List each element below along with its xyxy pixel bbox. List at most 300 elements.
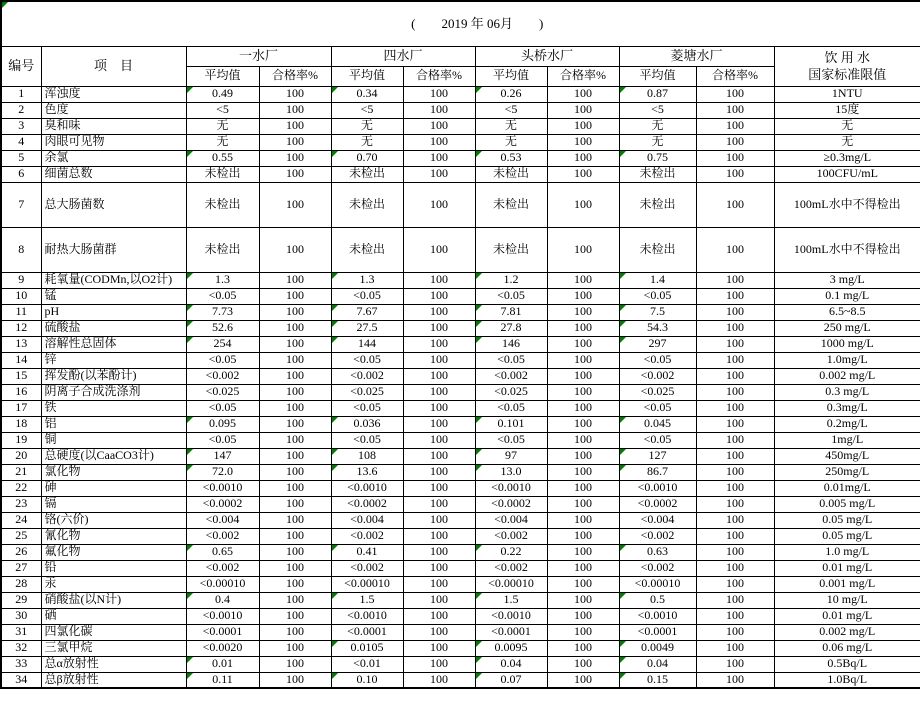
standard-limit[interactable]: 6.5~8.5 — [774, 304, 920, 320]
row-number[interactable]: 4 — [1, 134, 41, 150]
avg-value[interactable]: <0.004 — [619, 512, 696, 528]
pass-rate[interactable]: 100 — [547, 182, 619, 227]
pass-rate[interactable]: 100 — [696, 672, 774, 688]
avg-value[interactable]: 1.5 — [475, 592, 547, 608]
pass-rate[interactable]: 100 — [696, 640, 774, 656]
pass-rate[interactable]: 100 — [547, 384, 619, 400]
avg-value[interactable]: <0.00010 — [619, 576, 696, 592]
avg-value[interactable]: 0.34 — [331, 86, 403, 102]
pass-rate[interactable]: 100 — [547, 416, 619, 432]
avg-value[interactable]: <5 — [475, 102, 547, 118]
pass-rate[interactable]: 100 — [403, 640, 475, 656]
avg-value[interactable]: 0.63 — [619, 544, 696, 560]
pass-rate[interactable]: 100 — [259, 544, 331, 560]
pass-rate[interactable]: 100 — [403, 150, 475, 166]
avg-value[interactable]: <0.002 — [475, 528, 547, 544]
avg-value[interactable]: <0.002 — [331, 528, 403, 544]
pass-rate[interactable]: 100 — [403, 368, 475, 384]
pass-rate[interactable]: 100 — [403, 480, 475, 496]
pass-rate[interactable]: 100 — [547, 150, 619, 166]
standard-limit[interactable]: 0.2mg/L — [774, 416, 920, 432]
avg-value[interactable]: <0.002 — [186, 560, 259, 576]
pass-rate[interactable]: 100 — [259, 576, 331, 592]
avg-value[interactable]: <0.0020 — [186, 640, 259, 656]
item-name[interactable]: 汞 — [41, 576, 186, 592]
pass-rate[interactable]: 100 — [403, 624, 475, 640]
pass-rate[interactable]: 100 — [547, 304, 619, 320]
row-number[interactable]: 31 — [1, 624, 41, 640]
avg-value[interactable]: <0.002 — [186, 368, 259, 384]
pass-rate[interactable]: 100 — [403, 416, 475, 432]
pass-rate[interactable]: 100 — [696, 560, 774, 576]
avg-value[interactable]: <0.0002 — [619, 496, 696, 512]
row-number[interactable]: 13 — [1, 336, 41, 352]
pass-rate[interactable]: 100 — [696, 384, 774, 400]
pass-rate[interactable]: 100 — [403, 544, 475, 560]
standard-limit[interactable]: 1000 mg/L — [774, 336, 920, 352]
item-name[interactable]: 铜 — [41, 432, 186, 448]
avg-value[interactable]: <0.05 — [186, 352, 259, 368]
row-number[interactable]: 5 — [1, 150, 41, 166]
avg-value[interactable]: 0.75 — [619, 150, 696, 166]
standard-limit[interactable]: 0.01 mg/L — [774, 608, 920, 624]
pass-rate[interactable]: 100 — [259, 166, 331, 182]
pass-rate[interactable]: 100 — [403, 384, 475, 400]
item-name[interactable]: 总β放射性 — [41, 672, 186, 688]
subheader-avg-plant-1[interactable]: 平均值 — [186, 66, 259, 86]
pass-rate[interactable]: 100 — [403, 320, 475, 336]
pass-rate[interactable]: 100 — [696, 272, 774, 288]
avg-value[interactable]: <0.002 — [186, 528, 259, 544]
pass-rate[interactable]: 100 — [696, 336, 774, 352]
pass-rate[interactable]: 100 — [547, 102, 619, 118]
pass-rate[interactable]: 100 — [403, 336, 475, 352]
avg-value[interactable]: 146 — [475, 336, 547, 352]
avg-value[interactable]: 1.4 — [619, 272, 696, 288]
avg-value[interactable]: <0.01 — [331, 656, 403, 672]
column-header-item[interactable]: 项 目 — [41, 46, 186, 86]
pass-rate[interactable]: 100 — [403, 86, 475, 102]
avg-value[interactable]: 无 — [331, 118, 403, 134]
avg-value[interactable]: 0.04 — [619, 656, 696, 672]
row-number[interactable]: 16 — [1, 384, 41, 400]
pass-rate[interactable]: 100 — [547, 336, 619, 352]
pass-rate[interactable]: 100 — [696, 182, 774, 227]
avg-value[interactable]: <0.0010 — [186, 608, 259, 624]
pass-rate[interactable]: 100 — [259, 624, 331, 640]
avg-value[interactable]: <0.05 — [186, 400, 259, 416]
avg-value[interactable]: 13.0 — [475, 464, 547, 480]
pass-rate[interactable]: 100 — [259, 384, 331, 400]
row-number[interactable]: 3 — [1, 118, 41, 134]
avg-value[interactable]: <0.00010 — [331, 576, 403, 592]
pass-rate[interactable]: 100 — [403, 592, 475, 608]
avg-value[interactable]: <5 — [619, 102, 696, 118]
pass-rate[interactable]: 100 — [696, 352, 774, 368]
pass-rate[interactable]: 100 — [547, 496, 619, 512]
pass-rate[interactable]: 100 — [259, 272, 331, 288]
avg-value[interactable]: <5 — [331, 102, 403, 118]
report-title-cell[interactable] — [1, 1, 920, 46]
avg-value[interactable]: <0.05 — [619, 352, 696, 368]
pass-rate[interactable]: 100 — [259, 150, 331, 166]
pass-rate[interactable]: 100 — [547, 544, 619, 560]
pass-rate[interactable]: 100 — [696, 592, 774, 608]
standard-limit[interactable]: 0.002 mg/L — [774, 368, 920, 384]
avg-value[interactable]: 0.01 — [186, 656, 259, 672]
row-number[interactable]: 30 — [1, 608, 41, 624]
row-number[interactable]: 12 — [1, 320, 41, 336]
pass-rate[interactable]: 100 — [403, 496, 475, 512]
avg-value[interactable]: <0.002 — [331, 368, 403, 384]
avg-value[interactable]: 无 — [475, 134, 547, 150]
item-name[interactable]: 镉 — [41, 496, 186, 512]
avg-value[interactable]: 0.0049 — [619, 640, 696, 656]
avg-value[interactable]: 未检出 — [186, 166, 259, 182]
avg-value[interactable]: 0.22 — [475, 544, 547, 560]
pass-rate[interactable]: 100 — [259, 592, 331, 608]
row-number[interactable]: 15 — [1, 368, 41, 384]
avg-value[interactable]: <0.002 — [619, 368, 696, 384]
pass-rate[interactable]: 100 — [259, 432, 331, 448]
pass-rate[interactable]: 100 — [259, 400, 331, 416]
avg-value[interactable]: 0.0105 — [331, 640, 403, 656]
pass-rate[interactable]: 100 — [259, 368, 331, 384]
pass-rate[interactable]: 100 — [696, 368, 774, 384]
avg-value[interactable]: <0.0010 — [475, 480, 547, 496]
pass-rate[interactable]: 100 — [696, 624, 774, 640]
avg-value[interactable]: 无 — [186, 118, 259, 134]
item-name[interactable]: 锰 — [41, 288, 186, 304]
pass-rate[interactable]: 100 — [547, 576, 619, 592]
pass-rate[interactable]: 100 — [696, 576, 774, 592]
subheader-rate-plant-4[interactable]: 合格率% — [696, 66, 774, 86]
row-number[interactable]: 22 — [1, 480, 41, 496]
pass-rate[interactable]: 100 — [259, 288, 331, 304]
standard-limit[interactable]: 100CFU/mL — [774, 166, 920, 182]
row-number[interactable]: 25 — [1, 528, 41, 544]
item-name[interactable]: pH — [41, 304, 186, 320]
pass-rate[interactable]: 100 — [547, 288, 619, 304]
subheader-avg-plant-3[interactable]: 平均值 — [475, 66, 547, 86]
subheader-rate-plant-1[interactable]: 合格率% — [259, 66, 331, 86]
avg-value[interactable]: 未检出 — [475, 227, 547, 272]
avg-value[interactable]: 254 — [186, 336, 259, 352]
avg-value[interactable]: <0.0010 — [619, 608, 696, 624]
avg-value[interactable]: 未检出 — [619, 227, 696, 272]
pass-rate[interactable]: 100 — [403, 352, 475, 368]
avg-value[interactable]: <0.004 — [331, 512, 403, 528]
avg-value[interactable]: 未检出 — [331, 227, 403, 272]
item-name[interactable]: 铬(六价) — [41, 512, 186, 528]
pass-rate[interactable]: 100 — [547, 134, 619, 150]
avg-value[interactable]: 0.04 — [475, 656, 547, 672]
row-number[interactable]: 2 — [1, 102, 41, 118]
avg-value[interactable]: <0.025 — [331, 384, 403, 400]
item-name[interactable]: 浑浊度 — [41, 86, 186, 102]
standard-limit[interactable]: 10 mg/L — [774, 592, 920, 608]
pass-rate[interactable]: 100 — [696, 166, 774, 182]
avg-value[interactable]: <0.025 — [186, 384, 259, 400]
avg-value[interactable]: 0.26 — [475, 86, 547, 102]
avg-value[interactable]: 0.87 — [619, 86, 696, 102]
row-number[interactable]: 18 — [1, 416, 41, 432]
standard-limit[interactable]: 15度 — [774, 102, 920, 118]
avg-value[interactable]: 297 — [619, 336, 696, 352]
avg-value[interactable]: <0.0001 — [475, 624, 547, 640]
pass-rate[interactable]: 100 — [259, 118, 331, 134]
avg-value[interactable]: 97 — [475, 448, 547, 464]
standard-limit[interactable]: 0.001 mg/L — [774, 576, 920, 592]
subheader-avg-plant-2[interactable]: 平均值 — [331, 66, 403, 86]
item-name[interactable]: 总硬度(以CaaCO3计) — [41, 448, 186, 464]
item-name[interactable]: 余氯 — [41, 150, 186, 166]
standard-limit[interactable]: 0.01 mg/L — [774, 560, 920, 576]
pass-rate[interactable]: 100 — [403, 656, 475, 672]
standard-limit[interactable]: 无 — [774, 134, 920, 150]
pass-rate[interactable]: 100 — [259, 134, 331, 150]
row-number[interactable]: 28 — [1, 576, 41, 592]
avg-value[interactable]: <0.0010 — [475, 608, 547, 624]
pass-rate[interactable]: 100 — [547, 608, 619, 624]
item-name[interactable]: 硫酸盐 — [41, 320, 186, 336]
pass-rate[interactable]: 100 — [259, 608, 331, 624]
avg-value[interactable]: <0.05 — [186, 288, 259, 304]
avg-value[interactable]: 0.4 — [186, 592, 259, 608]
column-header-number[interactable]: 编号 — [1, 46, 41, 86]
avg-value[interactable]: 0.045 — [619, 416, 696, 432]
pass-rate[interactable]: 100 — [259, 102, 331, 118]
pass-rate[interactable]: 100 — [696, 118, 774, 134]
standard-limit[interactable]: 0.002 mg/L — [774, 624, 920, 640]
avg-value[interactable]: 0.49 — [186, 86, 259, 102]
standard-limit[interactable]: ≥0.3mg/L — [774, 150, 920, 166]
avg-value[interactable]: 未检出 — [475, 182, 547, 227]
pass-rate[interactable]: 100 — [403, 608, 475, 624]
avg-value[interactable]: 1.2 — [475, 272, 547, 288]
avg-value[interactable]: 1.3 — [331, 272, 403, 288]
avg-value[interactable]: 无 — [331, 134, 403, 150]
avg-value[interactable]: <0.0002 — [475, 496, 547, 512]
standard-limit[interactable]: 1mg/L — [774, 432, 920, 448]
avg-value[interactable]: <0.004 — [186, 512, 259, 528]
standard-limit[interactable]: 100mL水中不得检出 — [774, 227, 920, 272]
pass-rate[interactable]: 100 — [547, 400, 619, 416]
row-number[interactable]: 19 — [1, 432, 41, 448]
avg-value[interactable]: <0.05 — [475, 352, 547, 368]
avg-value[interactable]: <0.002 — [475, 368, 547, 384]
row-number[interactable]: 7 — [1, 182, 41, 227]
pass-rate[interactable]: 100 — [259, 86, 331, 102]
item-name[interactable]: 砷 — [41, 480, 186, 496]
avg-value[interactable]: 7.5 — [619, 304, 696, 320]
pass-rate[interactable]: 100 — [696, 416, 774, 432]
avg-value[interactable]: 0.10 — [331, 672, 403, 688]
item-name[interactable]: 色度 — [41, 102, 186, 118]
pass-rate[interactable]: 100 — [696, 608, 774, 624]
pass-rate[interactable]: 100 — [547, 480, 619, 496]
avg-value[interactable]: 0.07 — [475, 672, 547, 688]
avg-value[interactable]: <0.0010 — [331, 608, 403, 624]
pass-rate[interactable]: 100 — [547, 118, 619, 134]
subheader-rate-plant-2[interactable]: 合格率% — [403, 66, 475, 86]
pass-rate[interactable]: 100 — [403, 166, 475, 182]
avg-value[interactable]: <0.05 — [331, 400, 403, 416]
avg-value[interactable]: <0.0001 — [331, 624, 403, 640]
row-number[interactable]: 1 — [1, 86, 41, 102]
row-number[interactable]: 14 — [1, 352, 41, 368]
avg-value[interactable]: <0.0010 — [619, 480, 696, 496]
avg-value[interactable]: <0.00010 — [186, 576, 259, 592]
avg-value[interactable]: <0.05 — [475, 400, 547, 416]
avg-value[interactable]: <0.05 — [619, 400, 696, 416]
item-name[interactable]: 总α放射性 — [41, 656, 186, 672]
pass-rate[interactable]: 100 — [696, 496, 774, 512]
avg-value[interactable]: 无 — [475, 118, 547, 134]
pass-rate[interactable]: 100 — [259, 336, 331, 352]
avg-value[interactable]: <0.025 — [619, 384, 696, 400]
item-name[interactable]: 细菌总数 — [41, 166, 186, 182]
pass-rate[interactable]: 100 — [547, 672, 619, 688]
row-number[interactable]: 11 — [1, 304, 41, 320]
pass-rate[interactable]: 100 — [403, 512, 475, 528]
avg-value[interactable]: 未检出 — [619, 166, 696, 182]
avg-value[interactable]: <0.002 — [619, 560, 696, 576]
avg-value[interactable]: 0.70 — [331, 150, 403, 166]
avg-value[interactable]: 7.67 — [331, 304, 403, 320]
standard-limit[interactable]: 250 mg/L — [774, 320, 920, 336]
pass-rate[interactable]: 100 — [403, 464, 475, 480]
pass-rate[interactable]: 100 — [259, 352, 331, 368]
item-name[interactable]: 三氯甲烷 — [41, 640, 186, 656]
avg-value[interactable]: <0.0002 — [331, 496, 403, 512]
avg-value[interactable]: 127 — [619, 448, 696, 464]
pass-rate[interactable]: 100 — [403, 448, 475, 464]
pass-rate[interactable]: 100 — [547, 432, 619, 448]
avg-value[interactable]: 未检出 — [619, 182, 696, 227]
standard-limit[interactable]: 0.3 mg/L — [774, 384, 920, 400]
pass-rate[interactable]: 100 — [547, 512, 619, 528]
avg-value[interactable]: 0.0095 — [475, 640, 547, 656]
pass-rate[interactable]: 100 — [259, 182, 331, 227]
standard-limit[interactable]: 100mL水中不得检出 — [774, 182, 920, 227]
avg-value[interactable]: 0.65 — [186, 544, 259, 560]
pass-rate[interactable]: 100 — [259, 496, 331, 512]
pass-rate[interactable]: 100 — [547, 592, 619, 608]
avg-value[interactable]: 27.8 — [475, 320, 547, 336]
pass-rate[interactable]: 100 — [259, 560, 331, 576]
avg-value[interactable]: 未检出 — [475, 166, 547, 182]
row-number[interactable]: 26 — [1, 544, 41, 560]
avg-value[interactable]: 0.53 — [475, 150, 547, 166]
pass-rate[interactable]: 100 — [547, 640, 619, 656]
pass-rate[interactable]: 100 — [259, 227, 331, 272]
avg-value[interactable]: 108 — [331, 448, 403, 464]
pass-rate[interactable]: 100 — [403, 528, 475, 544]
pass-rate[interactable]: 100 — [547, 464, 619, 480]
item-name[interactable]: 锌 — [41, 352, 186, 368]
pass-rate[interactable]: 100 — [547, 448, 619, 464]
pass-rate[interactable]: 100 — [259, 528, 331, 544]
pass-rate[interactable]: 100 — [696, 544, 774, 560]
pass-rate[interactable]: 100 — [696, 480, 774, 496]
avg-value[interactable]: 未检出 — [186, 227, 259, 272]
pass-rate[interactable]: 100 — [696, 432, 774, 448]
avg-value[interactable]: <0.05 — [475, 432, 547, 448]
row-number[interactable]: 33 — [1, 656, 41, 672]
column-header-plant-1[interactable]: 一水厂 — [186, 46, 331, 66]
pass-rate[interactable]: 100 — [259, 464, 331, 480]
item-name[interactable]: 硒 — [41, 608, 186, 624]
avg-value[interactable]: <0.004 — [475, 512, 547, 528]
pass-rate[interactable]: 100 — [403, 182, 475, 227]
standard-limit[interactable]: 0.05 mg/L — [774, 528, 920, 544]
avg-value[interactable]: <0.0001 — [619, 624, 696, 640]
item-name[interactable]: 氟化物 — [41, 544, 186, 560]
subheader-rate-plant-3[interactable]: 合格率% — [547, 66, 619, 86]
pass-rate[interactable]: 100 — [403, 576, 475, 592]
avg-value[interactable]: 0.11 — [186, 672, 259, 688]
avg-value[interactable]: <0.0001 — [186, 624, 259, 640]
avg-value[interactable]: <0.05 — [619, 288, 696, 304]
avg-value[interactable]: <0.0002 — [186, 496, 259, 512]
avg-value[interactable]: 0.15 — [619, 672, 696, 688]
pass-rate[interactable]: 100 — [696, 288, 774, 304]
avg-value[interactable]: 0.41 — [331, 544, 403, 560]
standard-limit[interactable]: 0.06 mg/L — [774, 640, 920, 656]
avg-value[interactable]: 0.5 — [619, 592, 696, 608]
column-header-plant-4[interactable]: 菱塘水厂 — [619, 46, 774, 66]
column-header-standard[interactable] — [774, 46, 920, 86]
row-number[interactable]: 10 — [1, 288, 41, 304]
row-number[interactable]: 34 — [1, 672, 41, 688]
pass-rate[interactable]: 100 — [547, 624, 619, 640]
pass-rate[interactable]: 100 — [403, 432, 475, 448]
avg-value[interactable]: <0.002 — [619, 528, 696, 544]
pass-rate[interactable]: 100 — [259, 640, 331, 656]
pass-rate[interactable]: 100 — [259, 656, 331, 672]
pass-rate[interactable]: 100 — [547, 560, 619, 576]
standard-limit[interactable]: 1.0Bq/L — [774, 672, 920, 688]
avg-value[interactable]: 7.81 — [475, 304, 547, 320]
row-number[interactable]: 29 — [1, 592, 41, 608]
avg-value[interactable]: 无 — [186, 134, 259, 150]
standard-limit[interactable]: 0.3mg/L — [774, 400, 920, 416]
item-name[interactable]: 阴离子合成洗涤剂 — [41, 384, 186, 400]
avg-value[interactable]: <0.05 — [331, 432, 403, 448]
row-number[interactable]: 8 — [1, 227, 41, 272]
standard-limit[interactable]: 3 mg/L — [774, 272, 920, 288]
pass-rate[interactable]: 100 — [547, 272, 619, 288]
pass-rate[interactable]: 100 — [403, 102, 475, 118]
item-name[interactable]: 耗氧量(CODMn,以O2计) — [41, 272, 186, 288]
avg-value[interactable]: 0.095 — [186, 416, 259, 432]
standard-limit[interactable]: 0.01mg/L — [774, 480, 920, 496]
avg-value[interactable]: 27.5 — [331, 320, 403, 336]
standard-limit[interactable]: 0.05 mg/L — [774, 512, 920, 528]
pass-rate[interactable]: 100 — [696, 656, 774, 672]
row-number[interactable]: 27 — [1, 560, 41, 576]
pass-rate[interactable]: 100 — [696, 134, 774, 150]
avg-value[interactable]: <0.0010 — [331, 480, 403, 496]
standard-limit[interactable]: 250mg/L — [774, 464, 920, 480]
pass-rate[interactable]: 100 — [403, 272, 475, 288]
avg-value[interactable]: 0.036 — [331, 416, 403, 432]
avg-value[interactable]: 144 — [331, 336, 403, 352]
pass-rate[interactable]: 100 — [547, 320, 619, 336]
standard-limit[interactable]: 0.5Bq/L — [774, 656, 920, 672]
pass-rate[interactable]: 100 — [259, 448, 331, 464]
